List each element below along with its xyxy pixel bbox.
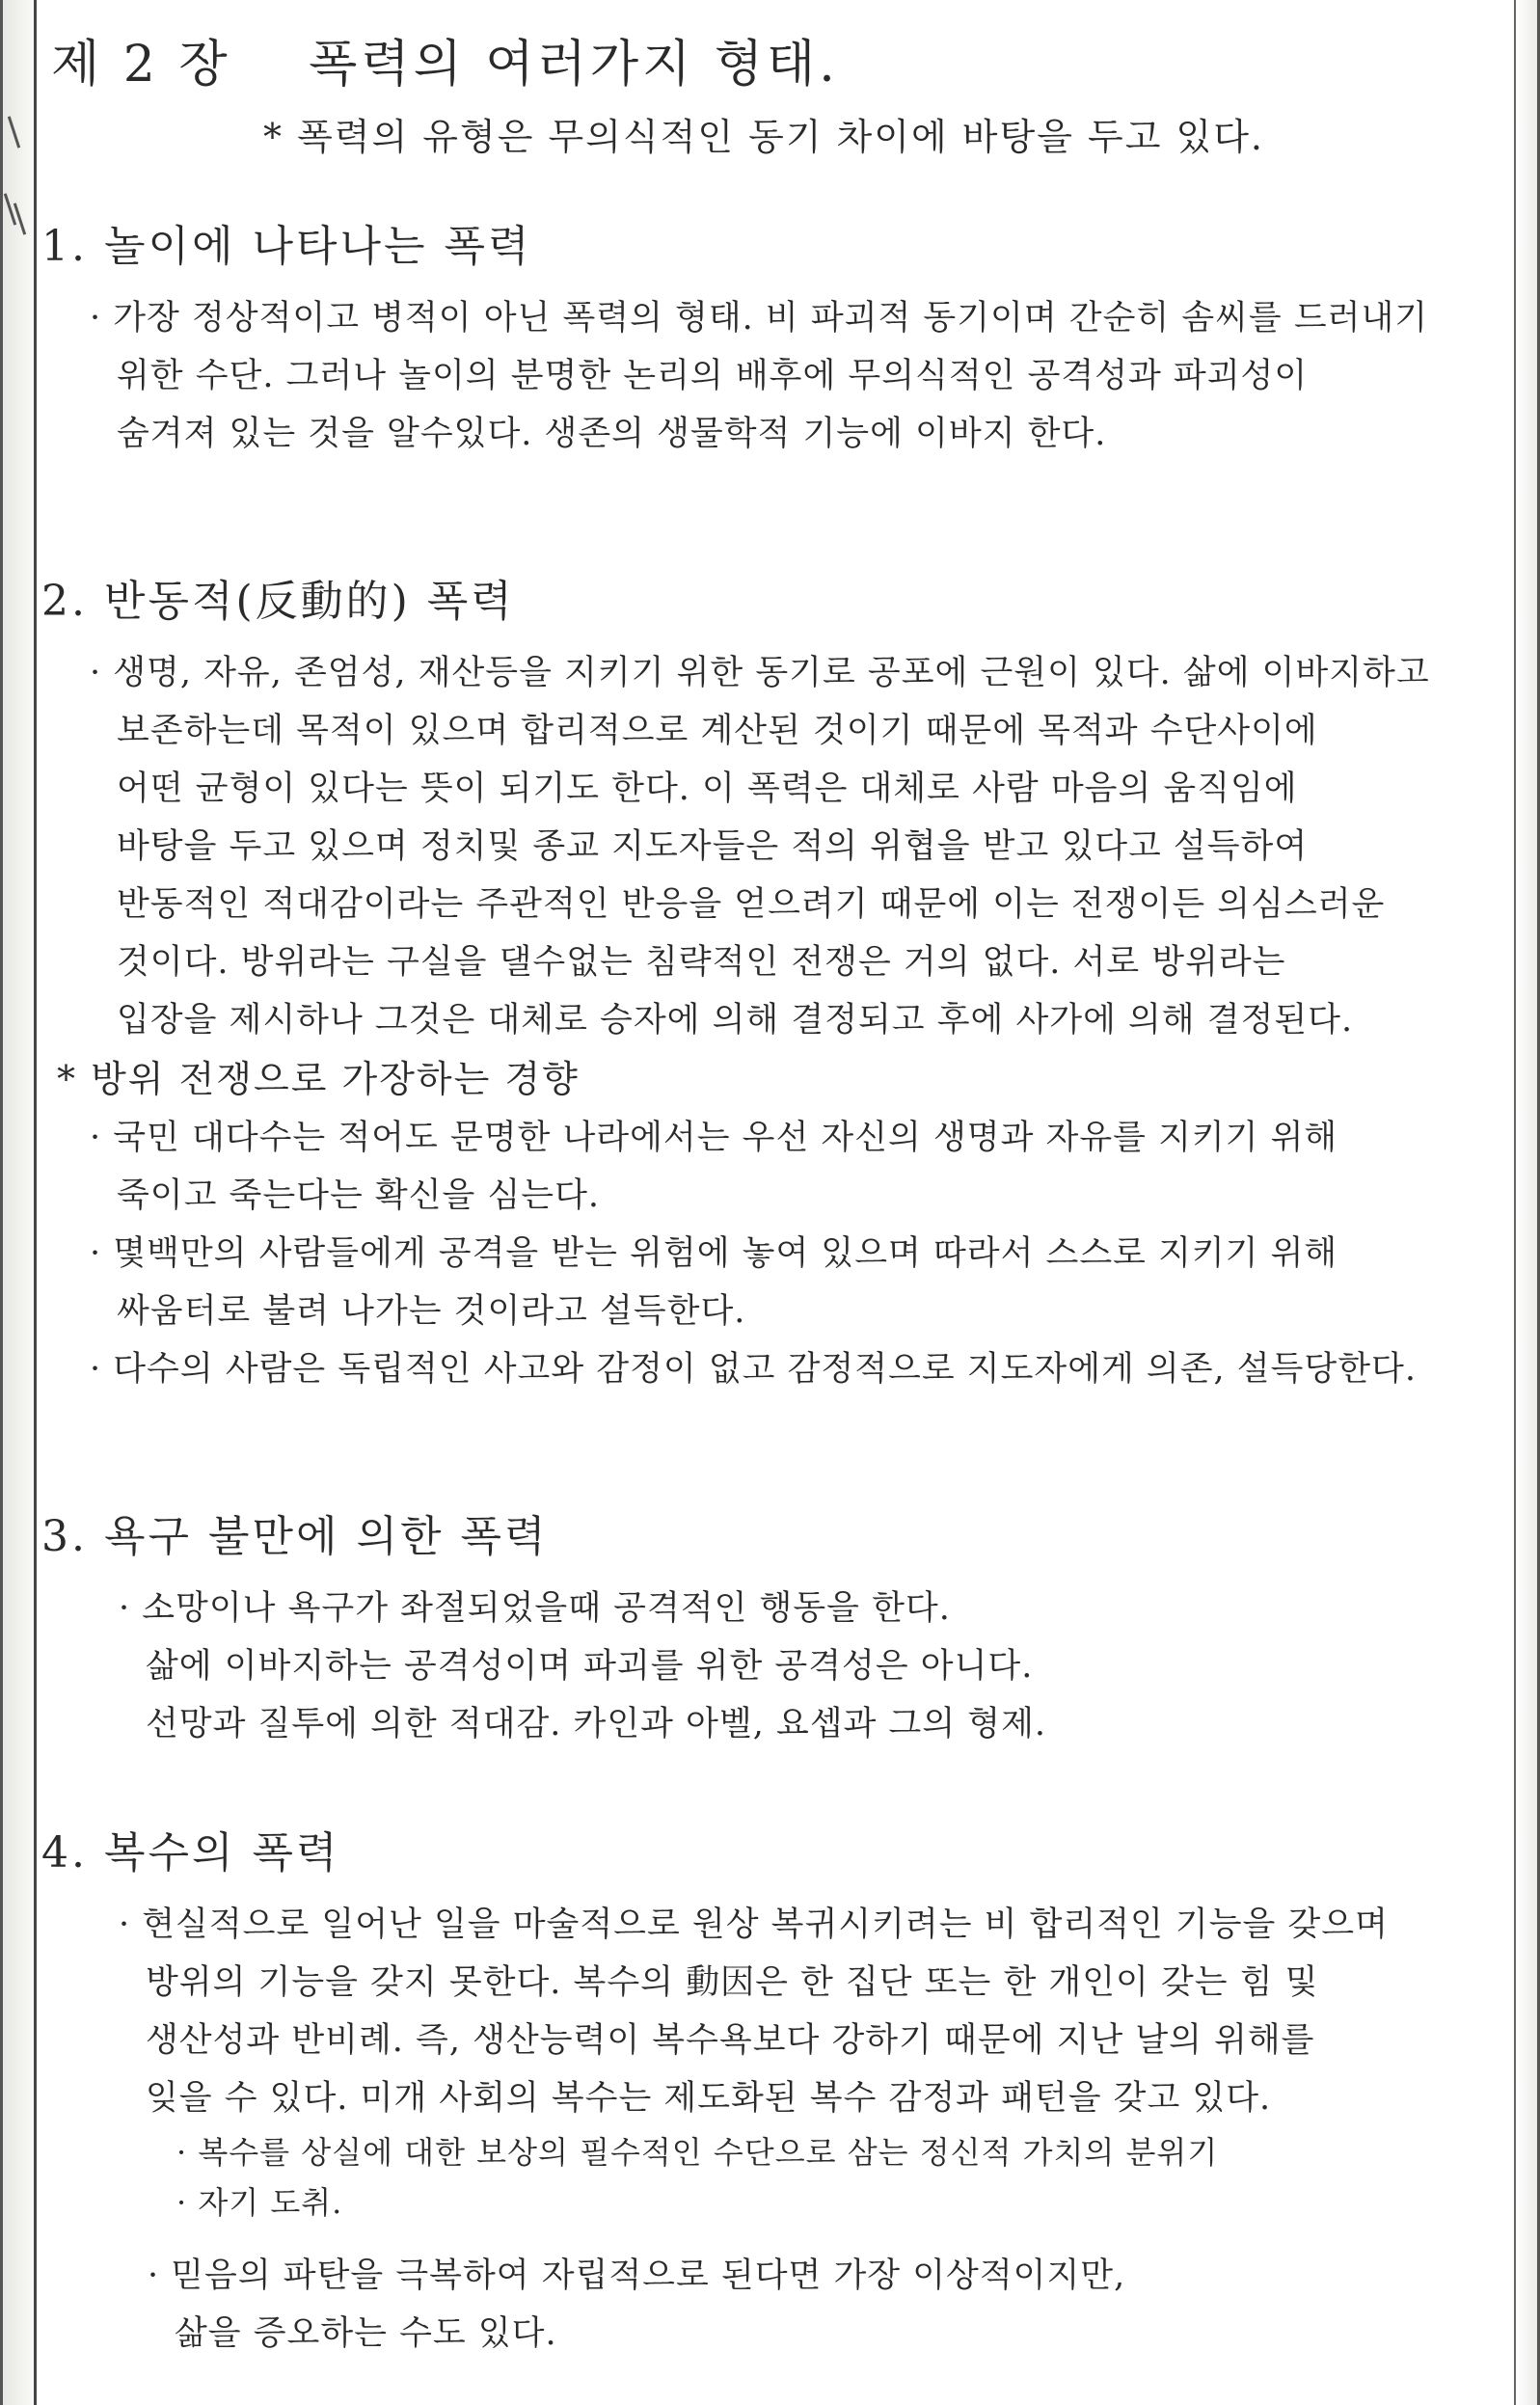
text-line: 잊을 수 있다. 미개 사회의 복수는 제도화된 복수 감정과 패턴을 갖고 있다.: [146, 2079, 1272, 2118]
binding-margin: [3, 0, 37, 2405]
bullet-line: · 몇백만의 사람들에게 공격을 받는 위험에 놓여 있으며 따라서 스스로 지키기 위해: [90, 1234, 1338, 1273]
bullet-line: 싸움터로 불려 나가는 것이라고 설득한다.: [117, 1292, 746, 1331]
text-line: · 생명, 자유, 존엄성, 재산등을 지키기 위한 동기로 공포에 근원이 있다. 삶에 이바지하고: [90, 654, 1430, 692]
text-line: 방위의 기능을 갖지 못한다. 복수의 動因은 한 집단 또는 한 개인이 갖는 힘 및: [146, 1963, 1319, 2002]
section-heading: 1. 놀이에 나타나는 폭력: [41, 222, 532, 271]
section-heading: 4. 복수의 폭력: [41, 1828, 340, 1878]
text-line: 어떤 균형이 있다는 뜻이 되기도 한다. 이 폭력은 대체로 사람 마음의 움직임에: [117, 770, 1298, 808]
chapter-title: [51, 27, 1498, 102]
bullet-line: 죽이고 죽는다는 확신을 심는다.: [117, 1176, 601, 1215]
text-line: · 가장 정상적이고 병적이 아닌 폭력의 형태. 비 파괴적 동기이며 간순히 솜씨를 드러내기: [90, 299, 1429, 338]
closing-bullet: [148, 2247, 1498, 2363]
section-body: [90, 289, 1498, 463]
text-line: 위한 수단. 그러나 놀이의 분명한 논리의 배후에 무의식적인 공격성과 파괴성이: [117, 357, 1309, 395]
text-line: 삶에 이바지하는 공격성이며 파괴를 위한 공격성은 아니다.: [146, 1647, 1034, 1686]
text-line: 선망과 질투에 의한 적대감. 카인과 아벨, 요셉과 그의 형제.: [146, 1705, 1047, 1743]
page-content: [41, 27, 1498, 2363]
text-line: 반동적인 적대감이라는 주관적인 반응을 얻으려기 때문에 이는 전쟁이든 의심스러운: [117, 885, 1386, 924]
bullet-line: · 국민 대다수는 적어도 문명한 나라에서는 우선 자신의 생명과 자유를 지키기 위해: [90, 1119, 1338, 1157]
text-line: · 현실적으로 일어난 일을 마술적으로 원상 복귀시키려는 비 합리적인 기능을 갖으며: [119, 1905, 1389, 1944]
text-line: 숨겨져 있는 것을 알수있다. 생존의 생물학적 기능에 이바지 한다.: [117, 415, 1107, 453]
sub-bullet-line: · 자기 도취.: [176, 2184, 343, 2221]
section-body: [119, 1580, 1498, 1753]
sub-bullet-line: · 복수를 상실에 대한 보상의 필수적인 수단으로 삼는 정신적 가치의 분위기: [176, 2134, 1219, 2171]
section-heading: 2. 반동적(反動的) 폭력: [41, 577, 515, 626]
section-body: [119, 1896, 1498, 2127]
text-line: 바탕을 두고 있으며 정치및 종교 지도자들은 적의 위협을 받고 있다고 설득하여: [117, 827, 1309, 866]
text-line: 것이다. 방위라는 구실을 댈수없는 침략적인 전쟁은 거의 없다. 서로 방위라는: [117, 943, 1286, 982]
text-line: · 소망이나 욕구가 좌절되었을때 공격적인 행동을 한다.: [119, 1589, 951, 1628]
bullet-line: · 다수의 사람은 독립적인 사고와 감정이 없고 감정적으로 지도자에게 의존, 설득당한다.: [90, 1350, 1417, 1389]
text-line: 입장을 제시하나 그것은 대체로 승자에 의해 결정되고 후에 사가에 의해 결정된다.: [117, 1001, 1354, 1040]
sub-bullet-list: [176, 2127, 1498, 2228]
text-line: · 믿음의 파탄을 극복하여 자립적으로 된다면 가장 이상적이지만,: [148, 2256, 1126, 2295]
bullet-list: [90, 1109, 1498, 1398]
star-note: * 방위 전쟁으로 가장하는 경향: [57, 1058, 580, 1100]
page-edge: [1514, 0, 1537, 2405]
text-line: 보존하는데 목적이 있으며 합리적으로 계산된 것이기 때문에 목적과 수단사이에: [117, 712, 1318, 750]
text-line: 삶을 증오하는 수도 있다.: [175, 2314, 557, 2353]
text-line: 생산성과 반비례. 즉, 생산능력이 복수욕보다 강하기 때문에 지난 날의 위해를: [146, 2021, 1315, 2060]
chapter-name: 폭력의 여러가지 형태.: [309, 36, 839, 94]
chapter-subtitle: * 폭력의 유형은 무의식적인 동기 차이에 바탕을 두고 있다.: [263, 116, 1264, 158]
section-heading: 3. 욕구 불만에 의한 폭력: [41, 1512, 549, 1561]
section-body: [90, 644, 1498, 1049]
chapter-number: 제 2 장: [51, 36, 231, 94]
